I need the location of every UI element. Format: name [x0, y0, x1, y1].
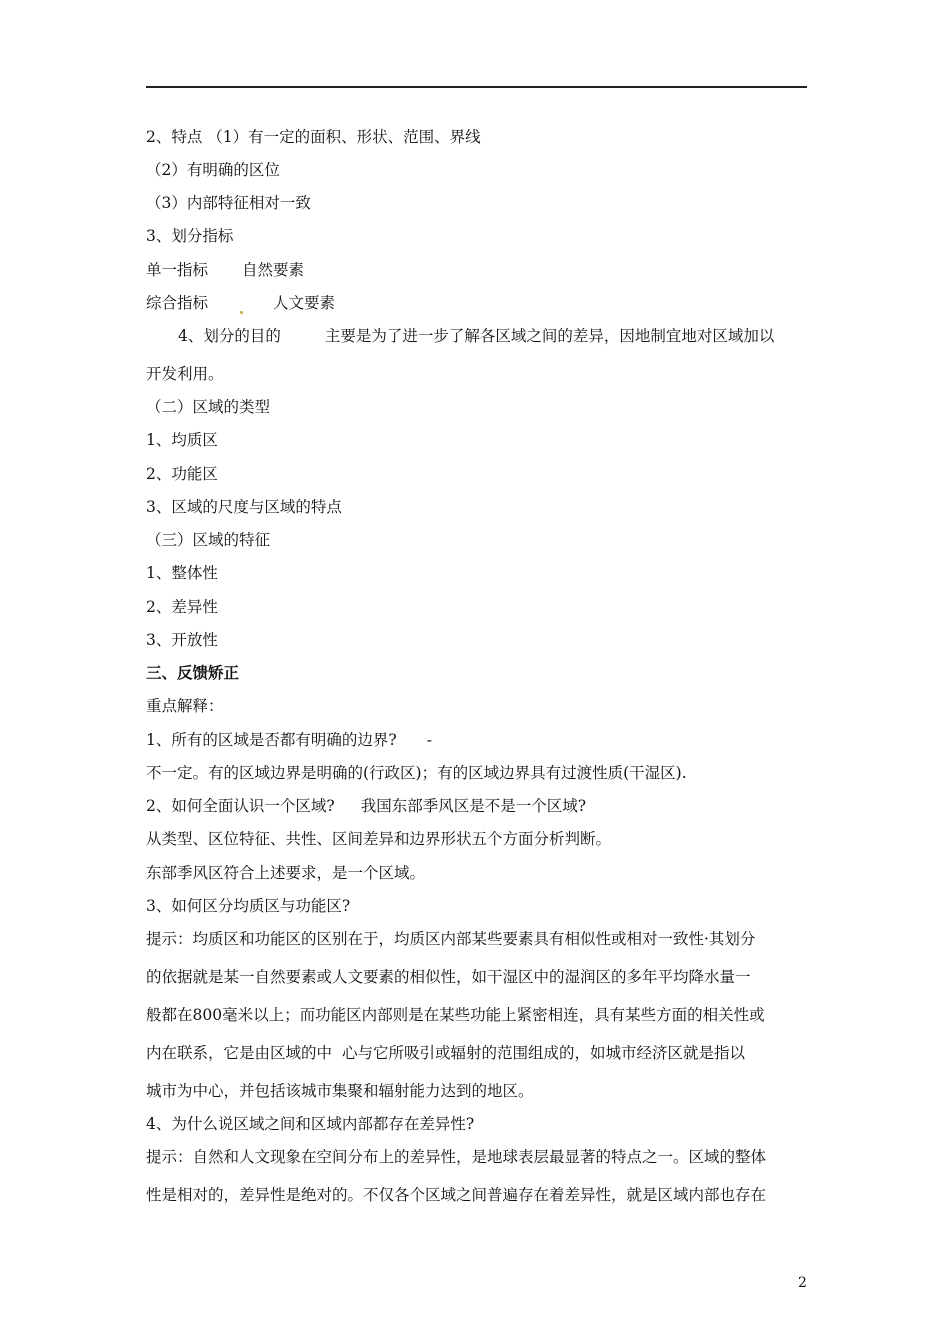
text-line: 开发利用。 [146, 365, 224, 383]
text-line: 提示：均质区和功能区的区别在于，均质区内部某些要素具有相似性或相对一致性·其划分 [146, 930, 756, 948]
text-line: 3、如何区分均质区与功能区? [146, 897, 351, 915]
text-line [178, 326, 774, 346]
text-line [146, 796, 586, 816]
text-line: 提示：自然和人文现象在空间分布上的差异性，是地球表层最显著的特点之一。区域的整体 [146, 1148, 767, 1166]
text-line [146, 730, 432, 750]
question-text: 我国东部季风区是不是一个区域? [360, 797, 586, 815]
page-number: 2 [798, 1275, 807, 1291]
purpose-text: 主要是为了进一步了解各区域之间的差异，因地制宜地对区域加以 [324, 327, 775, 345]
indicator-label: 综合指标 [146, 294, 209, 312]
purpose-label: 4、划分的目的 [178, 327, 281, 345]
text-line: 2、特点 （1）有一定的面积、形状、范围、界线 [146, 128, 481, 146]
indicator-value: 人文要素 [273, 294, 336, 312]
question-text: 2、如何全面认识一个区域? [146, 797, 335, 815]
text-line: 的依据就是某一自然要素或人文要素的相似性，如干湿区中的湿润区的多年平均降水量一 [146, 968, 751, 986]
text-line: 3、区域的尺度与区域的特点 [146, 498, 342, 516]
text-line: （2）有明确的区位 [146, 161, 280, 179]
text-line: 2、功能区 [146, 465, 218, 483]
text-line: （二）区域的类型 [146, 398, 271, 416]
question-text: 1、所有的区域是否都有明确的边界? [146, 731, 397, 749]
text-line: 2、差异性 [146, 598, 218, 616]
text-line: 不一定。有的区域边界是明确的(行政区)；有的区域边界具有过渡性质(干湿区). [146, 764, 687, 782]
text-line [146, 260, 304, 280]
text-line: 1、均质区 [146, 431, 218, 449]
text-line: 般都在800毫米以上；而功能区内部则是在某些功能上紧密相连，具有某些方面的相关性或 [146, 1006, 765, 1024]
answer-text: 内在联系，它是由区域的中 [146, 1044, 333, 1062]
text-line: （3）内部特征相对一致 [146, 194, 311, 212]
text-line: 1、整体性 [146, 564, 218, 582]
header-rule [146, 86, 807, 88]
text-line: 从类型、区位特征、共性、区间差异和边界形状五个方面分析判断。 [146, 830, 612, 848]
text-line: 城市为中心，并包括该城市集聚和辐射能力达到的地区。 [146, 1082, 534, 1100]
indicator-value: 自然要素 [242, 261, 305, 279]
answer-text: 心与它所吸引或辐射的范围组成的，如城市经济区就是指以 [342, 1044, 746, 1062]
speck-mark [240, 311, 243, 314]
text-line: 4、为什么说区域之间和区域内部都存在差异性? [146, 1115, 475, 1133]
indicator-label: 单一指标 [146, 261, 209, 279]
text-line: 性是相对的，差异性是绝对的。不仅各个区域之间普遍存在着差异性，就是区域内部也存在 [146, 1186, 767, 1204]
text-line: 重点解释： [146, 697, 224, 715]
section-heading: 三、反馈矫正 [146, 663, 240, 682]
stray-mark: - [426, 731, 432, 749]
text-line: 东部季风区符合上述要求，是一个区域。 [146, 864, 426, 882]
text-line: 3、开放性 [146, 631, 218, 649]
text-line: （三）区域的特征 [146, 531, 271, 549]
text-line: 3、划分指标 [146, 227, 234, 245]
text-line [146, 1043, 745, 1063]
text-line [146, 293, 335, 314]
